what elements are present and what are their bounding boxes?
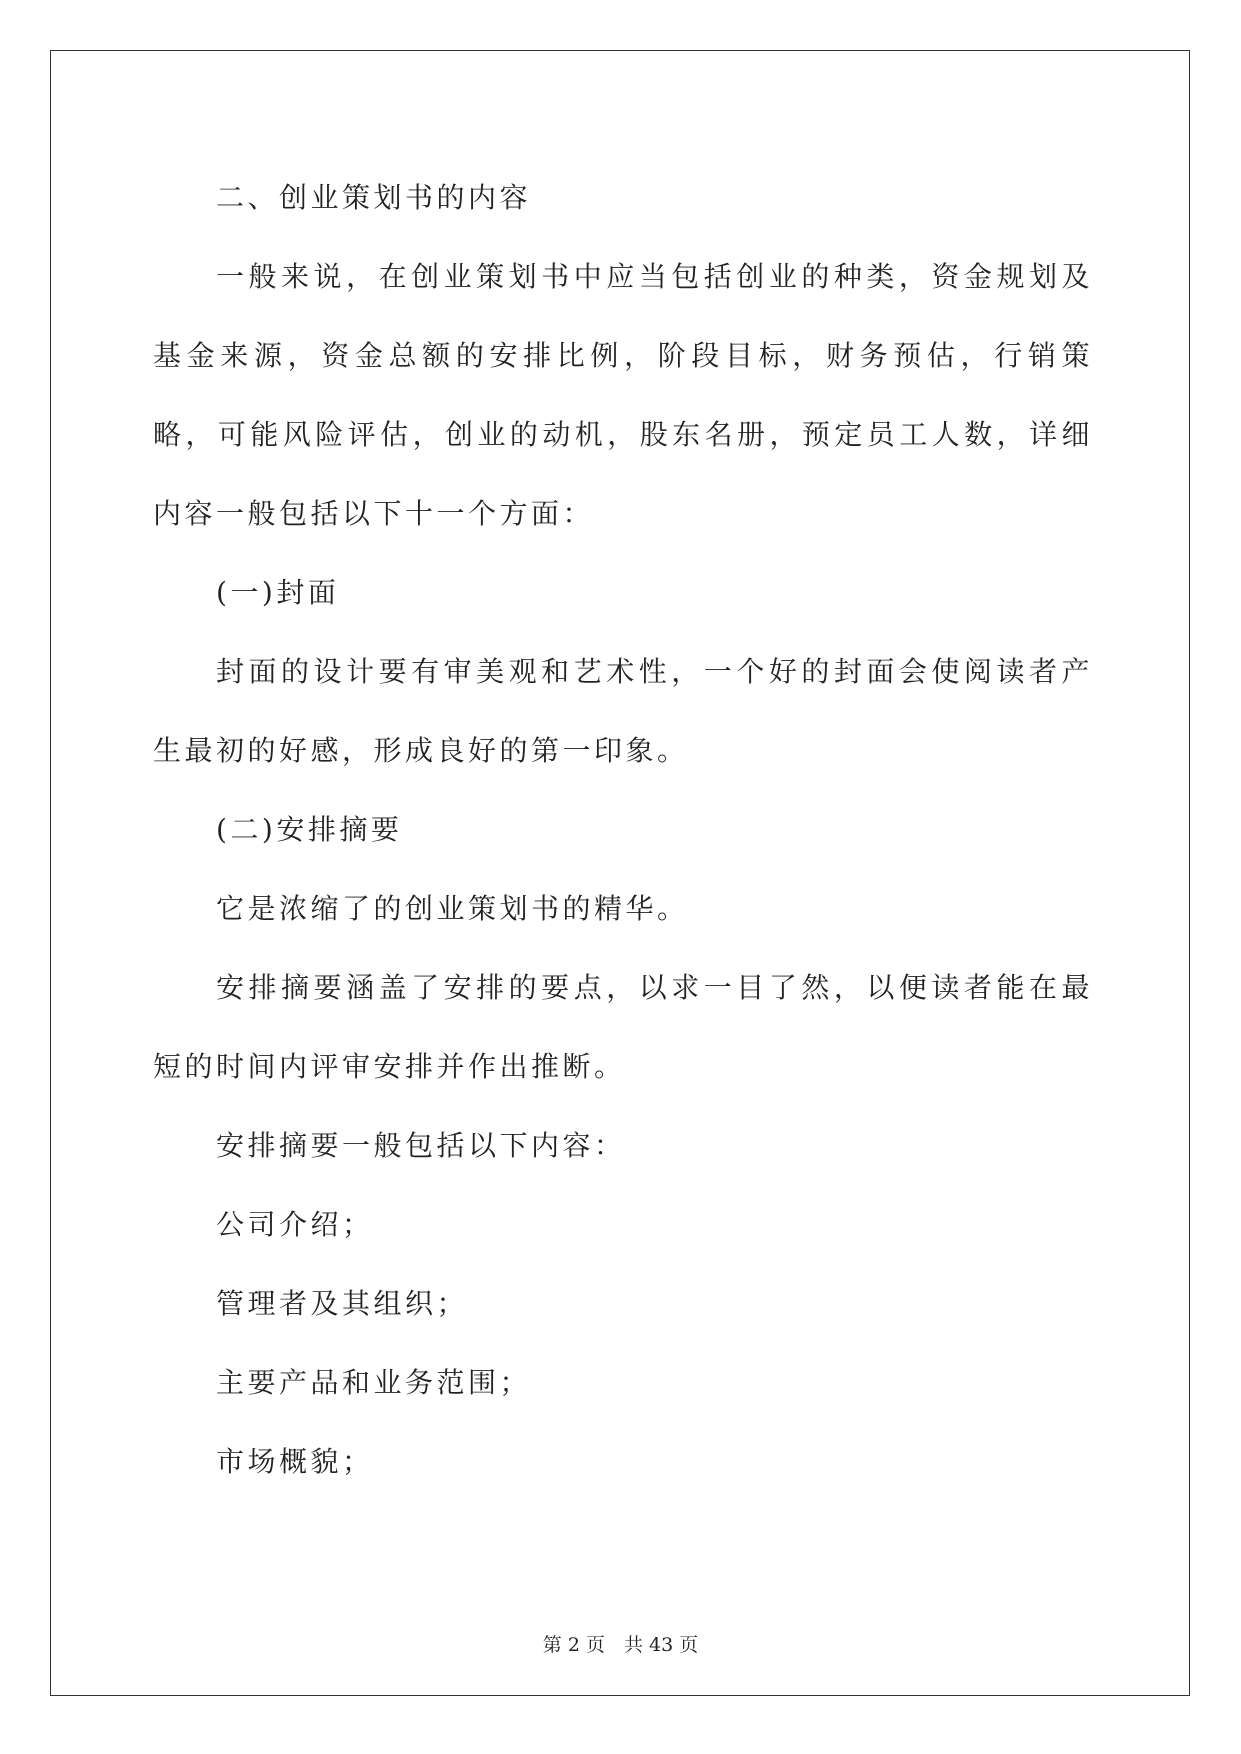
list-item: 公司介绍； [216, 1208, 374, 1241]
list-item: 管理者及其组织； [216, 1287, 469, 1320]
subsection-heading-cover: (一)封面 [216, 576, 340, 609]
body-paragraph: 安排摘要一般包括以下内容： [216, 1129, 626, 1162]
page-footer [0, 1630, 1241, 1657]
body-paragraph: 封面的设计要有审美观和艺术性，一个好的封面会使阅读者产生最初的好感，形成良好的第一印象。 [153, 655, 1093, 767]
body-paragraph: 安排摘要涵盖了安排的要点，以求一目了然，以便读者能在最短的时间内评审安排并作出推断。 [153, 971, 1093, 1083]
page-number: 第 2 页 共 43 页 [542, 1634, 699, 1656]
list-item: 市场概貌； [216, 1445, 374, 1478]
body-paragraph: 一般来说，在创业策划书中应当包括创业的种类，资金规划及基金来源，资金总额的安排比例，阶段目标，财务预估，行销策略，可能风险评估，创业的动机，股东名册，预定员工人数，详细内容一般包括以下十一个方面： [153, 260, 1093, 530]
document-body [153, 158, 1093, 1501]
subsection-heading-summary: (二)安排摘要 [216, 813, 403, 846]
body-paragraph: 它是浓缩了的创业策划书的精华。 [216, 892, 689, 925]
section-heading: 二、创业策划书的内容 [216, 181, 532, 214]
list-item: 主要产品和业务范围； [216, 1366, 532, 1399]
